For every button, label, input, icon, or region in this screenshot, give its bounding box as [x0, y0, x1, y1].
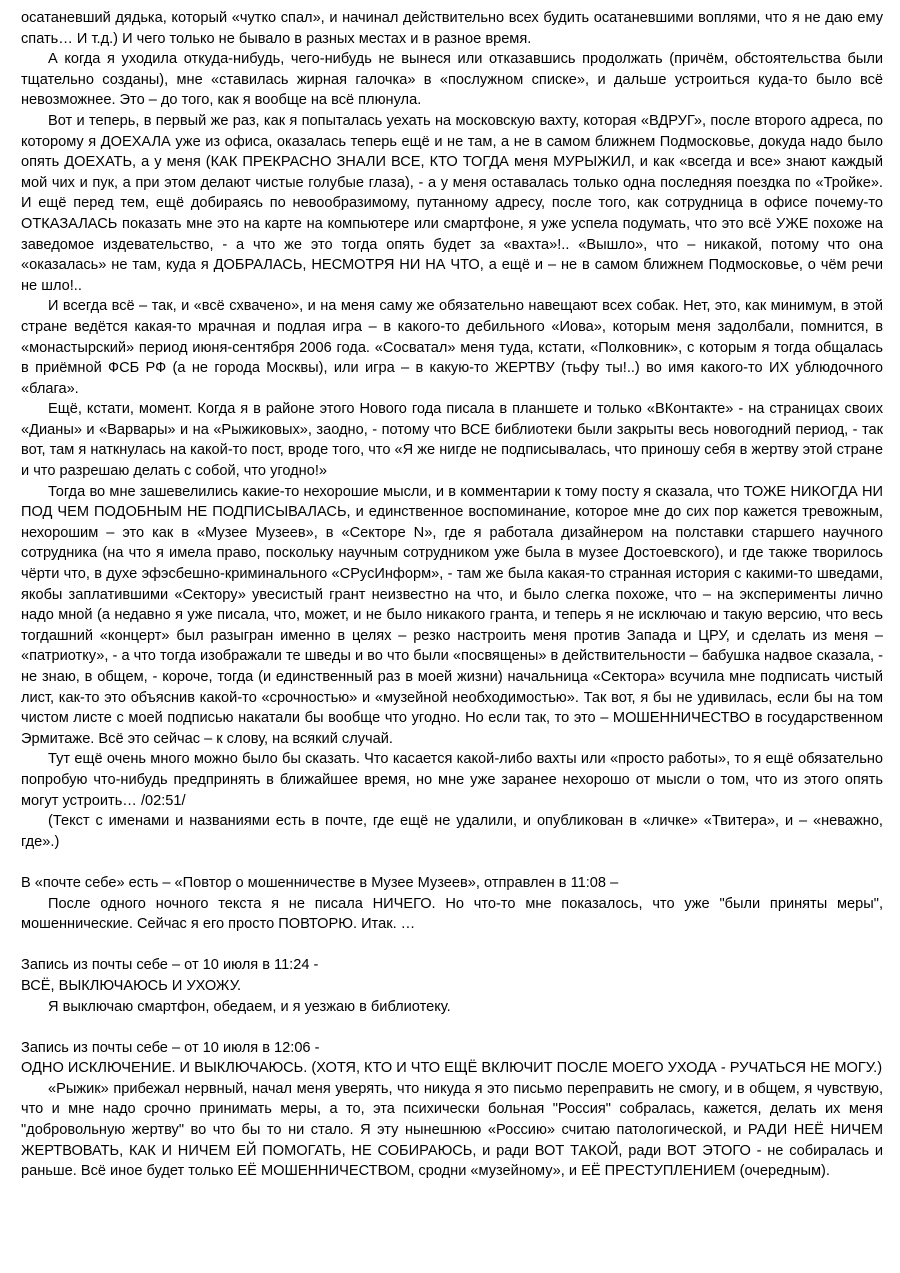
paragraph: Тут ещё очень много можно было бы сказать. Что касается какой-либо вахты или «просто работы», то я ещё обязательно попробую что-нибудь предпринять в ближайшее время, но мне уже заранее нехорошо от мысли о том, что из этого опять могут устроить… /02:51/	[21, 751, 883, 809]
paragraph: В «почте себе» есть – «Повтор о мошенничестве в Музее Музеев», отправлен в 11:08 –	[21, 874, 619, 891]
paragraph: «Рыжик» прибежал нервный, начал меня уверять, что никуда я это письмо переправить не смогу, и в общем, я чувствую, что и мне надо срочно принимать меры, а то, эта психически больная "Россия" собралась, кажется, делать их меня "добровольную жертву" во что бы то ни стало. Я эту нынешнюю «Россию» считаю патологической, и РАДИ НЕЁ НИЧЕМ ЖЕРТВОВАТЬ, КАК И НИЧЕМ ЕЙ ПОМОГАТЬ, НЕ СОБИРАЮСЬ, и ради ВОТ ТАКОЙ, ради ВОТ ЭТОГО - не собиралась и раньше. Всё иное будет только ЕЁ МОШЕННИЧЕСТВОМ, сродни «музейному», и ЕЁ ПРЕСТУПЛЕНИЕМ (очередным).	[21, 1080, 883, 1180]
paragraph: Тогда во мне зашевелились какие-то нехорошие мысли, и в комментарии к тому посту я сказала, что ТОЖЕ НИКОГДА НИ ПОД ЧЕМ ПОДОБНЫМ НЕ ПОДПИСЫВАЛАСЬ, и единственное воспоминание, которое мне до сих пор кажется тревожным, нехорошим – это как в «Музее Музеев», в «Секторе N», где я работала дизайнером на полставки старшего научного сотрудника (на что я имела право, поскольку научным сотрудником уже была в музее Достоевского), и где также творилось чёрти что, в духе эфэсбешно-криминального «СРусИнформ», - там же была какая-то странная история с какими-то шведами, якобы заплатившими «Сектору» увесистый грант неизвестно на что, и было слегка похоже, что – на эксперименты лично надо мной (а недавно я уже писала, что, может, и не было никакого гранта, и теперь я не исключаю и такую версию, что весь тогдашний «концерт» был разыгран именно в целях – резко настроить меня против Запада и ЦРУ, и сделать из меня – «патриотку», - а что тогда изображали те шведы и во что были «посвящены» в действительности – бабушка надвое сказала, - не знаю, в общем, - короче, тогда (и единственный раз в моей жизни) начальница «Сектора» всучила мне подписать чистый лист, как-то это объяснив какой-то «срочностью» и «музейной необходимостью». Так вот, я бы не удивилась, если бы на том чистом листе с моей подписью накатали бы вообще что угодно. Но если так, то это – МОШЕННИЧЕСТВО в государственном Эрмитаже. Всё это сейчас – к слову, на всякий случай.	[21, 483, 883, 747]
paragraph: Запись из почты себе – от 10 июля в 11:24 -	[21, 957, 319, 974]
paragraph: Ещё, кстати, момент. Когда я в районе этого Нового года писала в планшете и только «ВКонтакте» - на страницах своих «Дианы» и «Варвары» и на «Рыжиковых», заодно, - потому что ВСЕ библиотеки были закрыты весь новогодний период, - так вот, там я наткнулась на какой-то пост, вроде того, что «Я же нигде не подписывалась, что приношу себя в жертву этой стране и что разрешаю делать с собой, что угодно!»	[21, 401, 883, 480]
document-page	[21, 8, 883, 1182]
paragraph: Я выключаю смартфон, обедаем, и я уезжаю в библиотеку.	[48, 998, 451, 1015]
paragraph: ОДНО ИСКЛЮЧЕНИЕ. И ВЫКЛЮЧАЮСЬ. (ХОТЯ, КТО И ЧТО ЕЩЁ ВКЛЮЧИТ ПОСЛЕ МОЕГО УХОДА - РУЧАТЬСЯ НЕ МОГУ.)	[21, 1060, 883, 1077]
paragraph: осатаневший дядька, который «чутко спал», и начинал действительно всех будить осатаневшими воплями, что я не даю ему спать… И т.д.) И чего только не бывало в разных местах и в разное время.	[21, 10, 883, 47]
paragraph: Запись из почты себе – от 10 июля в 12:06 -	[21, 1039, 320, 1056]
paragraph: ВСЁ, ВЫКЛЮЧАЮСЬ И УХОЖУ.	[21, 977, 242, 994]
paragraph: И всегда всё – так, и «всё схвачено», и на меня саму же обязательно навещают всех собак. Нет, это, как минимум, в этой стране ведётся какая-то мрачная и подлая игра – в какого-то дебильного «Иова», которым меня задолбали, помнится, в «монастырский» период июня-сентября 2006 года. «Сосватал» меня туда, кстати, «Полковник», с которым я тогда общалась в приёмной ФСБ РФ (а не города Москвы), или игра – в какую-то ЖЕРТВУ (тьфу ты!..) во имя какого-то ИХ ублюдочного «блага».	[21, 298, 883, 397]
paragraph: (Текст с именами и названиями есть в почте, где ещё не удалили, и опубликован в «личке» «Твитера», и – «неважно, где».)	[21, 813, 883, 850]
paragraph: Вот и теперь, в первый же раз, как я попыталась уехать на московскую вахту, которая «ВДРУГ», после второго адреса, по которому я ДОЕХАЛА уже из офиса, оказалась теперь ещё и не там, а не в самом ближнем Подмосковье, докуда надо было опять ДОЕХАТЬ, а у меня (КАК ПРЕКРАСНО ЗНАЛИ ВСЕ, КТО ТОГДА меня МУРЫЖИЛ, и как «всегда и все» знают каждый мой чих и пук, а при этом делают чистые голубые глаза), - а у меня оставалась только одна последняя поездка по «Тройке». И ещё перед тем, ещё добираясь по невообразимому, путанному адресу, после того, как сотрудница в офисе почему-то ОТКАЗАЛАСЬ показать мне это на карте на компьютере или смартфоне, я уже успела подумать, что это всё УЖЕ похоже на заведомое издевательство, - а что же это тогда опять будет за «вахта»!.. «Вышло», что – никакой, потому что она «оказалась» не там, куда я ДОБРАЛАСЬ, НЕСМОТРЯ НИ НА ЧТО, а ещё и – не в самом ближнем Подмосковье, о чём речи не шло!..	[21, 112, 883, 294]
paragraph: А когда я уходила откуда-нибудь, чего-нибудь не вынеся или отказавшись продолжать (причём, обстоятельства были тщательно созданы), мне «ставилась жирная галочка» в «послужном списке», и дальше устроиться куда-то было всё невозможнее. Это – до того, как я вообще на всё плюнула.	[21, 51, 883, 109]
paragraph: После одного ночного текста я не писала НИЧЕГО. Но что-то мне показалось, что уже "были приняты меры", мошеннические. Сейчас я его просто ПОВТОРЮ. Итак. …	[21, 895, 883, 933]
